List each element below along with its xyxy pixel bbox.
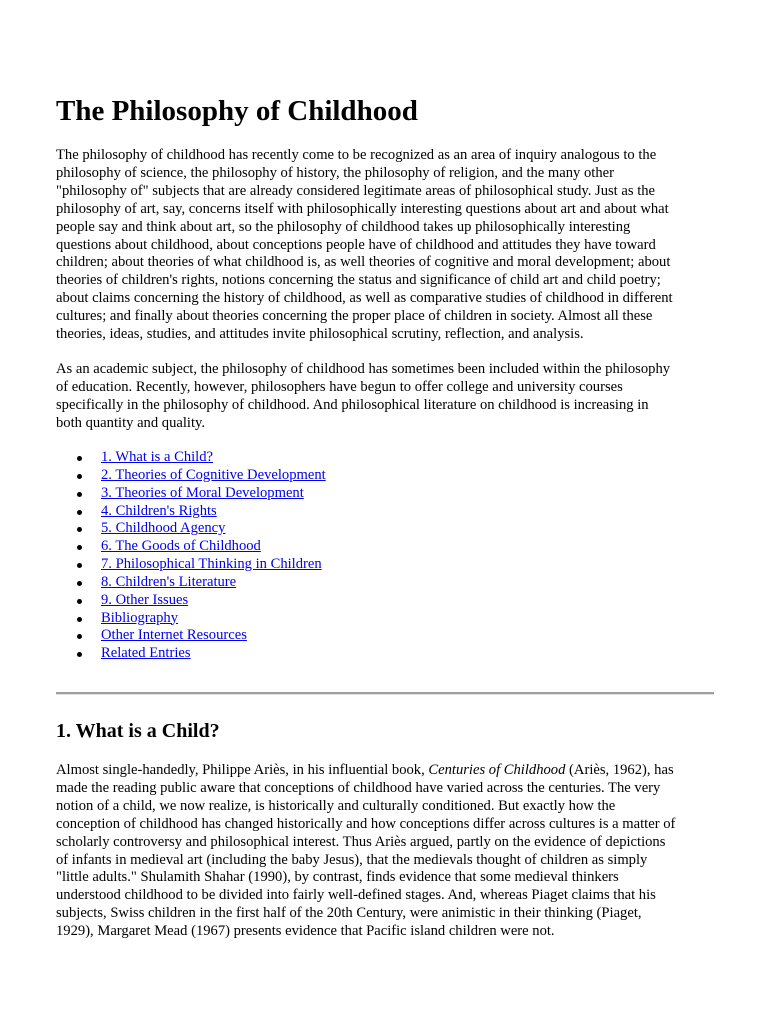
toc-link-philosophical-thinking[interactable]: 7. Philosophical Thinking in Children: [101, 556, 322, 573]
text-line: scholarly controversy and philosophical interest. Thus Ariès argued, partly on the evidence of depictions: [56, 833, 666, 850]
toc-item: [56, 592, 326, 610]
toc-link-bibliography[interactable]: Bibliography: [101, 609, 179, 626]
toc-link-what-is-a-child[interactable]: 1. What is a Child?: [101, 449, 214, 465]
toc-item: [56, 627, 326, 645]
text-line: theories of children's rights, notions concerning the status and significance of child art and child poetry;: [56, 272, 661, 289]
text-line: The philosophy of childhood has recently come to be recognized as an area of inquiry analogous to the: [56, 147, 657, 163]
text-line: of infants in medieval art (including the baby Jesus), that the medievals thought of children as simply: [56, 851, 648, 868]
toc-link-cognitive-development[interactable]: 2. Theories of Cognitive Development: [101, 466, 326, 483]
toc-link-childrens-literature[interactable]: 8. Children's Literature: [101, 573, 237, 590]
bullet-icon: [77, 510, 82, 515]
toc-link-other-issues[interactable]: 9. Other Issues: [101, 591, 189, 608]
text-line: both quantity and quality.: [56, 414, 206, 431]
text-line: philosophy of science, the philosophy of history, the philosophy of religion, and the many other: [56, 164, 614, 181]
text-line: specifically in the philosophy of childhood. And philosophical literature on childhood is increasing in: [56, 396, 649, 413]
intro-paragraph-1: [56, 147, 716, 344]
text-line: [56, 762, 716, 780]
text-line: theories, ideas, studies, and attitudes invite philosophical scrutiny, reflection, and analysis.: [56, 326, 584, 343]
text-line: philosophy of art, say, concerns itself with philosophically interesting questions about art and about what: [56, 200, 669, 217]
bullet-icon: [77, 527, 82, 532]
toc-link-related-entries[interactable]: Related Entries: [101, 645, 191, 662]
toc-item: [56, 520, 326, 538]
toc-item: [56, 503, 326, 521]
bullet-icon: [77, 492, 82, 497]
bullet-icon: [77, 456, 82, 461]
text-line: conception of childhood has changed historically and how conceptions differ across cultures is a matter of: [56, 815, 676, 832]
book-title: Centuries of Childhood: [428, 762, 566, 778]
toc-link-other-internet-resources[interactable]: Other Internet Resources: [101, 627, 247, 644]
section-heading: 1. What is a Child?: [56, 720, 220, 742]
text-line: about claims concerning the history of childhood, as well as comparative studies of childhood in different: [56, 290, 673, 307]
text-line: "philosophy of" subjects that are already considered legitimate areas of philosophical study. Just as the: [56, 182, 656, 199]
intro-paragraph-2: [56, 361, 716, 433]
text-line: questions about childhood, about conceptions people have of childhood and attitudes they have toward: [56, 236, 656, 253]
bullet-icon: [77, 634, 82, 639]
bullet-icon: [77, 563, 82, 568]
toc-item: [56, 449, 326, 467]
bullet-icon: [77, 652, 82, 657]
text-line: children; about theories of what childhood is, as well theories of cognitive and moral development; about: [56, 254, 671, 271]
text-line: cultures; and finally about theories concerning the proper place of children in society. Almost all these: [56, 308, 653, 325]
toc-item: [56, 574, 326, 592]
toc-item: [56, 556, 326, 574]
text-line: 1929), Margaret Mead (1967) presents evidence that Pacific island children were not.: [56, 923, 555, 940]
toc-item: [56, 538, 326, 556]
table-of-contents: [56, 449, 326, 663]
toc-link-childhood-agency[interactable]: 5. Childhood Agency: [101, 520, 226, 537]
bullet-icon: [77, 599, 82, 604]
bullet-icon: [77, 617, 82, 622]
toc-item: [56, 467, 326, 485]
bullet-icon: [77, 545, 82, 550]
section-1-paragraph: [56, 762, 716, 941]
bullet-icon: [77, 474, 82, 479]
text-line: understood childhood to be divided into fairly well-defined stages. And, whereas Piaget claims that his: [56, 887, 656, 904]
text-line: "little adults." Shulamith Shahar (1990), by contrast, finds evidence that some medieval thinkers: [56, 869, 619, 886]
text-line: subjects, Swiss children in the first half of the 20th Century, were animistic in their thinking (Piaget,: [56, 905, 642, 922]
text-line: notion of a child, we now realize, is historically and culturally conditioned. But exactly how the: [56, 797, 616, 814]
text-segment: Almost single-handedly, Philippe Ariès, in his influential book,: [56, 762, 429, 778]
text-line: made the reading public aware that conceptions of childhood have varied across the centuries. The very: [56, 779, 661, 796]
text-line: people say and think about art, so the philosophy of childhood takes up philosophically interesting: [56, 218, 631, 235]
toc-item: [56, 610, 326, 628]
horizontal-rule: [56, 692, 714, 695]
text-line: of education. Recently, however, philosophers have begun to offer college and university courses: [56, 378, 623, 395]
toc-item: [56, 485, 326, 503]
text-line: As an academic subject, the philosophy of childhood has sometimes been included within the philosophy: [56, 361, 671, 377]
toc-item: [56, 645, 326, 663]
toc-link-goods-of-childhood[interactable]: 6. The Goods of Childhood: [101, 538, 261, 555]
text-segment: (Ariès, 1962), has: [565, 762, 674, 778]
toc-link-childrens-rights[interactable]: 4. Children's Rights: [101, 502, 217, 519]
page-title: The Philosophy of Childhood: [56, 95, 418, 127]
toc-link-moral-development[interactable]: 3. Theories of Moral Development: [101, 484, 304, 501]
bullet-icon: [77, 581, 82, 586]
